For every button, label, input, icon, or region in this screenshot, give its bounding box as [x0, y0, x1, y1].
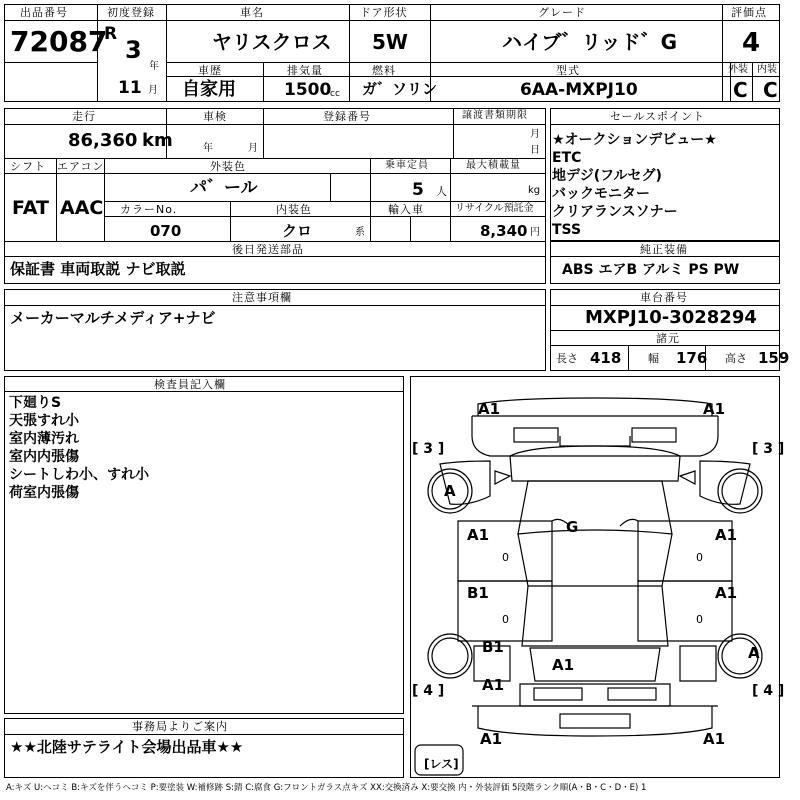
import-label: 輸入車 [388, 203, 424, 216]
mark-wheel-front-left: A [444, 482, 456, 500]
car-name: ヤリスクロス [212, 30, 332, 54]
lot-number: 72087 [10, 25, 108, 58]
mark-roof-rear: A1 [552, 656, 575, 674]
sales-line: バックモニター [552, 186, 650, 202]
recycle-unit: 円 [530, 227, 540, 238]
spare-tire-icon [414, 744, 464, 776]
count-front-right: [ 3 ] [752, 441, 785, 457]
displacement-unit: cc [330, 89, 340, 99]
mark-fender-right-sub: 0 [696, 551, 703, 564]
sales-point-lines [552, 131, 778, 239]
color-no: 070 [150, 222, 182, 240]
mark-fender-right: A1 [715, 526, 738, 544]
displacement: 1500 [284, 80, 332, 100]
int-score: C [763, 78, 778, 102]
era: R [104, 24, 118, 44]
model-label: 型式 [556, 64, 580, 77]
mark-rear-left: A1 [480, 730, 503, 748]
mark-fender-left: A1 [467, 526, 490, 544]
max-load-unit: kg [528, 185, 541, 196]
color-no-label: カラーNo. [120, 203, 178, 216]
capacity-unit: 人 [436, 185, 447, 198]
capacity: 5 [412, 180, 424, 200]
office-note: ★★北陸サテライト会場出品車★★ [10, 738, 244, 756]
mark-fender-left-sub: 0 [502, 551, 509, 564]
mark-windshield: G [566, 518, 579, 536]
width: 176 [676, 349, 708, 367]
width-label: 幅 [648, 352, 659, 365]
notes-label: 注意事項欄 [232, 291, 292, 304]
ac-label: エアコン [57, 160, 105, 173]
first-reg-label: 初度登録 [107, 6, 155, 19]
model: 6AA-MXPJ10 [520, 80, 638, 100]
inspector-line: 下廻りS [9, 395, 62, 411]
sales-line: TSS [552, 222, 582, 238]
mark-door-rear-right-sub: 0 [696, 613, 703, 626]
legend: A:キズ U:ヘコミ B:キズを伴うヘコミ P:要塗装 W:補修跡 S:錆 C:腐食 G:フロントガラス点キズ XX:交換済み X:要交換 内・外装評価 5段階ランク順(A・B・C・D・E) 1 [6, 783, 647, 793]
shift-label: シフト [10, 160, 46, 173]
inspector-label: 検査員記入欄 [154, 378, 226, 391]
mark-door-rear-left: B1 [467, 584, 489, 602]
count-rear-left: [ 4 ] [412, 683, 445, 699]
color-label: 外装色 [210, 160, 246, 173]
transfer-month-unit: 月 [530, 129, 540, 140]
fuel-label: 燃料 [372, 64, 396, 77]
mark-sill-left: A1 [482, 676, 505, 694]
displacement-label: 排気量 [287, 64, 323, 77]
car-name-label: 車名 [240, 6, 264, 19]
transfer-day-unit: 日 [530, 145, 540, 156]
color: パ゛ール [190, 178, 258, 198]
spare-tire-res: [レス] [424, 757, 459, 771]
sales-line: クリアランスソナー [552, 204, 678, 220]
height-label: 高さ [725, 352, 747, 365]
length: 418 [590, 349, 622, 367]
sales-line: ★オークションデビュー★ [552, 132, 717, 148]
month-unit: 月 [148, 85, 158, 96]
fuel: ガ゛ソリン [362, 80, 438, 98]
score: 4 [742, 28, 761, 58]
grade-label: グレード [538, 6, 586, 19]
sales-line: ETC [552, 150, 582, 166]
mark-door-rear-right: A1 [715, 584, 738, 602]
reg-month: 11 [118, 78, 142, 98]
inspector-line: 荷室内張傷 [9, 485, 79, 501]
grade: ハイブ゛リッド゛G [502, 30, 678, 54]
int-color-unit: 系 [355, 227, 365, 238]
max-load-label: 最大積載量 [466, 160, 521, 171]
int-color: クロ [282, 222, 313, 240]
height: 159 [758, 349, 790, 367]
int-color-label: 内装色 [276, 203, 312, 216]
capacity-label: 乗車定員 [385, 160, 429, 171]
inspector-line: 天張すれ小 [9, 413, 79, 429]
later-parts: 保証書 車両取説 ナビ取説 [10, 260, 186, 278]
office-label: 事務局よりご案内 [132, 720, 228, 733]
insp-year-unit: 年 [203, 143, 213, 154]
ext-label: 外装 [728, 64, 748, 75]
mileage: 86,360 [68, 130, 138, 151]
mark-front-left: A1 [478, 400, 501, 418]
chassis-label: 車台番号 [640, 291, 688, 304]
ac: AAC [60, 197, 104, 219]
int-label: 内装 [757, 64, 777, 75]
mark-front-right: A1 [703, 400, 726, 418]
door-label: ドア形状 [360, 6, 408, 19]
inspector-line: 室内薄汚れ [9, 431, 79, 447]
recycle-label: リサイクル預託金 [455, 203, 534, 214]
chassis-number: MXPJ10-3028294 [585, 307, 757, 328]
car-diagram [410, 376, 780, 778]
insp-month-unit: 月 [248, 143, 258, 154]
reg-year: 3 [125, 36, 142, 64]
ext-score: C [733, 78, 748, 102]
score-label: 評価点 [731, 6, 767, 19]
inspector-lines [9, 394, 149, 502]
mark-door-rear-left-sub: 0 [502, 613, 509, 626]
mark-wheel-rear-right: A [748, 644, 760, 662]
transfer-label: 譲渡書類期限 [462, 110, 528, 121]
dims-label: 諸元 [656, 332, 680, 345]
sales-line: 地デジ(フルセグ) [552, 168, 662, 184]
notes: メーカーマルチメディア+ナビ [10, 309, 216, 327]
history-label: 車歴 [198, 64, 222, 77]
recycle: 8,340 [480, 222, 528, 240]
sales-point-label: セールスポイント [610, 110, 706, 123]
equipment-label: 純正装備 [640, 243, 688, 256]
length-label: 長さ [556, 352, 578, 365]
lot-label: 出品番号 [20, 6, 68, 19]
reg-no-label: 登録番号 [323, 110, 371, 123]
history: 自家用 [182, 79, 236, 100]
inspector-line: 室内内張傷 [9, 449, 79, 465]
mark-quarter-left: B1 [482, 638, 504, 656]
mark-rear-right: A1 [703, 730, 726, 748]
equipment: ABS エアB アルミ PS PW [562, 262, 740, 278]
count-front-left: [ 3 ] [412, 441, 445, 457]
mileage-label: 走行 [72, 110, 96, 123]
mileage-unit: km [142, 130, 173, 151]
later-parts-label: 後日発送部品 [232, 243, 304, 256]
year-unit: 年 [149, 61, 159, 72]
inspection-label: 車検 [203, 110, 227, 123]
door-type: 5W [372, 30, 408, 54]
count-rear-right: [ 4 ] [752, 683, 785, 699]
shift: FAT [12, 197, 49, 219]
inspector-line: シートしわ小、すれ小 [9, 467, 149, 483]
